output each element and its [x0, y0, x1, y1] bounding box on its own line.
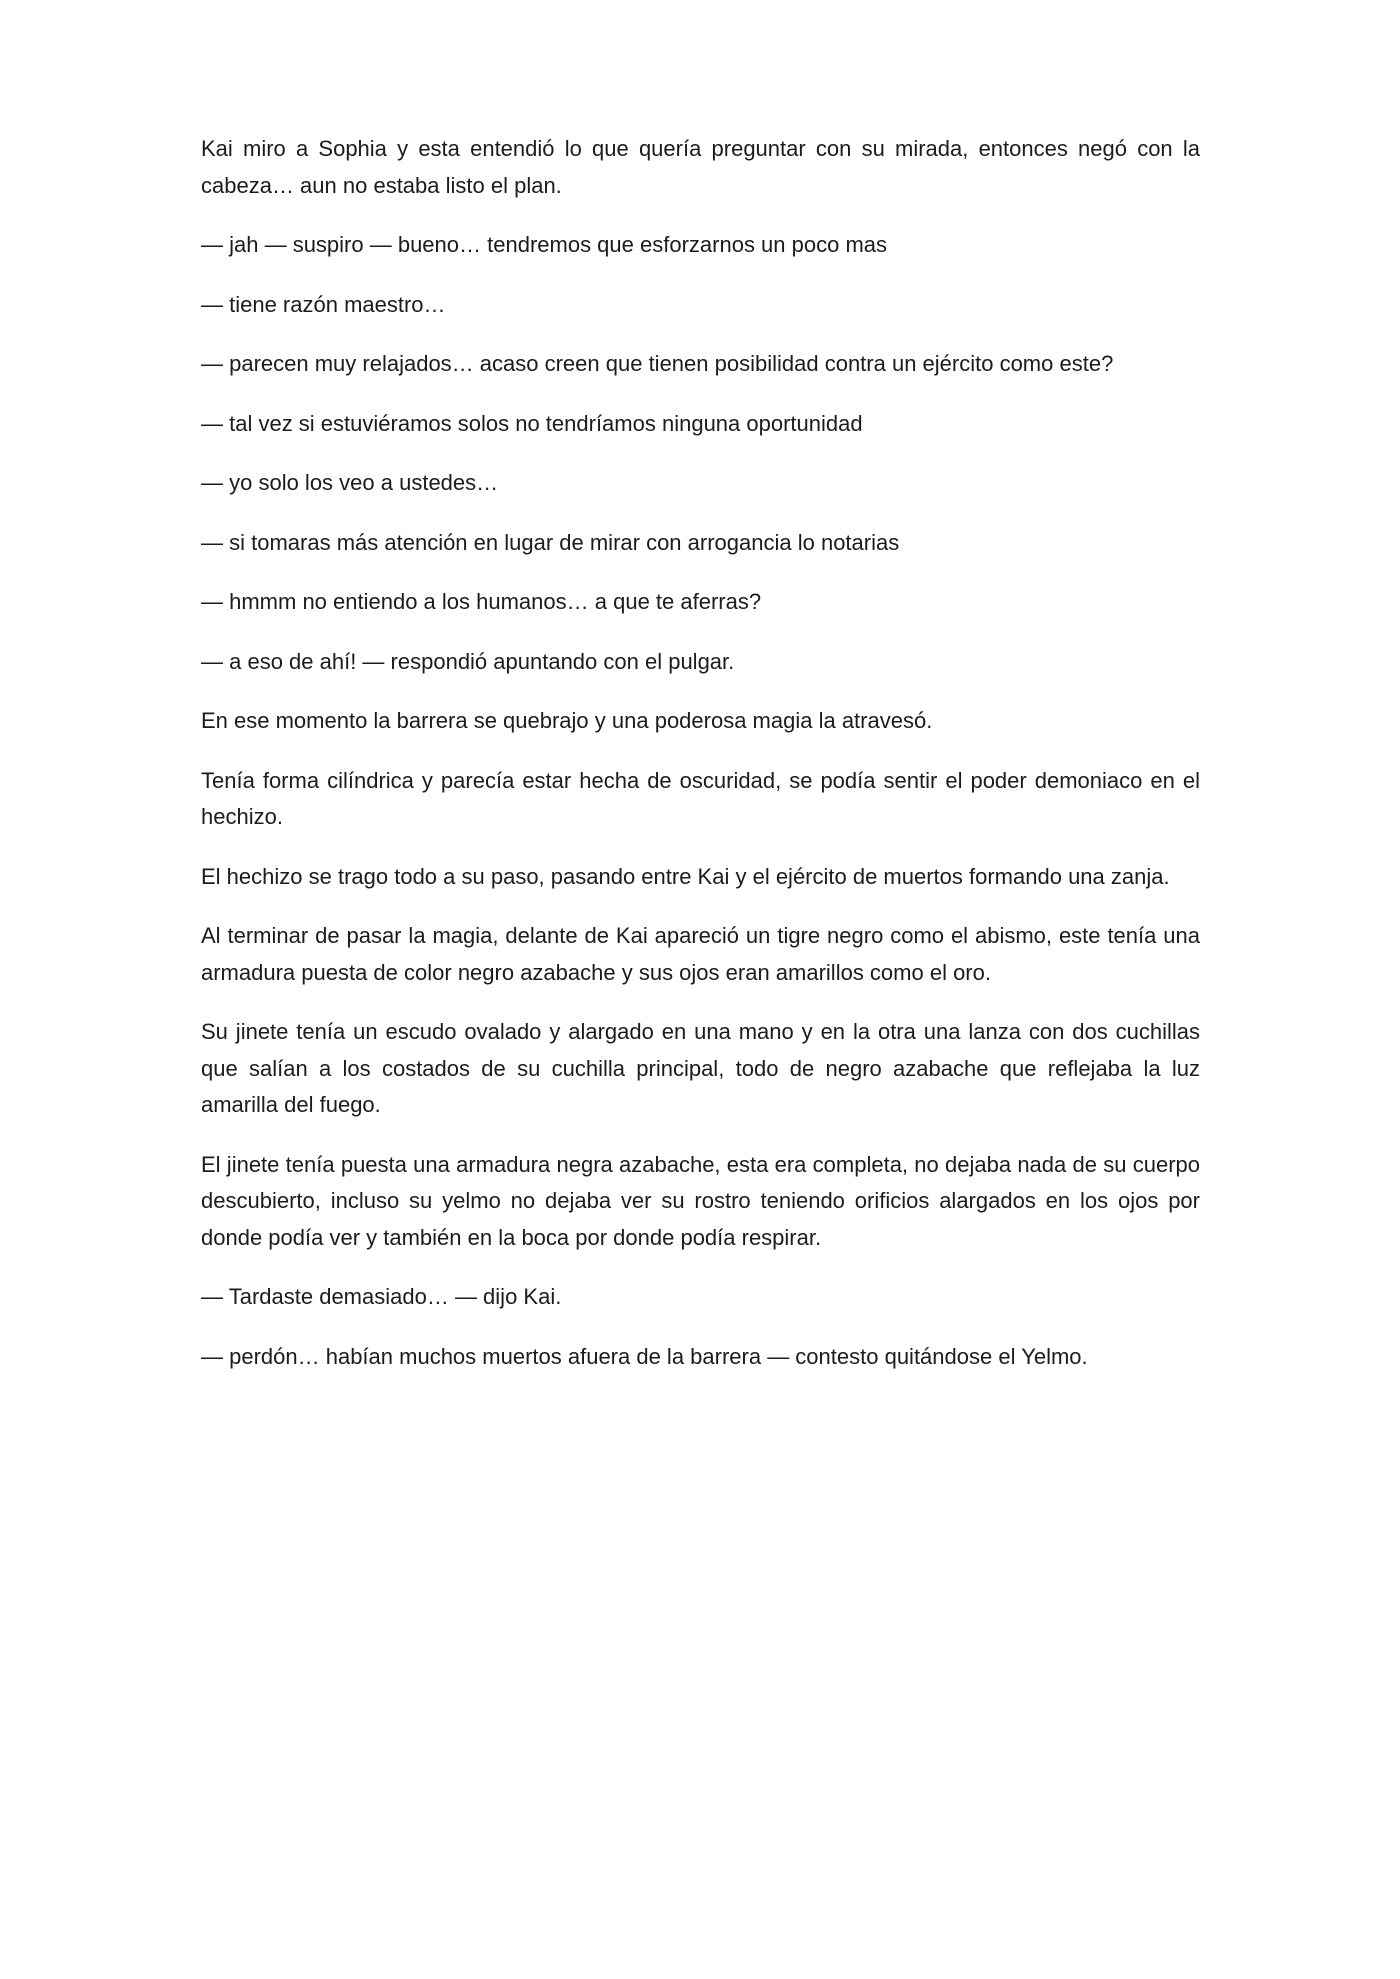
paragraph: Su jinete tenía un escudo ovalado y alargado en una mano y en la otra una lanza con dos cuchillas que salían a los costados de su cuchilla principal, todo de negro azabache que reflejaba la luz amarilla del fuego. [201, 1019, 1200, 1117]
dialogue-line: — tal vez si estuviéramos solos no tendríamos ninguna oportunidad [201, 410, 863, 436]
dialogue-line: — Tardaste demasiado… — dijo Kai. [201, 1284, 562, 1309]
dialogue-line: — parecen muy relajados… acaso creen que tienen posibilidad contra un ejército como este? [201, 351, 1114, 376]
paragraph: El jinete tenía puesta una armadura negra azabache, esta era completa, no dejaba nada de su cuerpo descubierto, incluso su yelmo no dejaba ver su rostro teniendo orificios alargados en los ojos por donde podía ver y también en la boca por donde podía respirar. [201, 1151, 1200, 1250]
paragraph: Tenía forma cilíndrica y parecía estar hecha de oscuridad, se podía sentir el poder demoniaco en el hechizo. [201, 767, 1200, 829]
dialogue-line: — tiene razón maestro… [201, 291, 446, 317]
paragraph: Kai miro a Sophia y esta entendió lo que quería preguntar con su mirada, entonces negó con la cabeza… aun no estaba listo el plan. [201, 136, 1200, 198]
dialogue-line: — a eso de ahí! — respondió apuntando con el pulgar. [201, 648, 735, 674]
body-text [201, 131, 1200, 1398]
dialogue-line: — jah — suspiro — bueno… tendremos que esforzarnos un poco mas [201, 232, 888, 257]
paragraph: En ese momento la barrera se quebrajo y una poderosa magia la atravesó. [201, 708, 933, 733]
dialogue-line: — si tomaras más atención en lugar de mirar con arrogancia lo notarias [201, 529, 900, 555]
dialogue-line: — hmmm no entiendo a los humanos… a que te aferras? [201, 589, 762, 614]
dialogue-line: — perdón… habían muchos muertos afuera de la barrera — contesto quitándose el Yelmo. [201, 1343, 1088, 1369]
paragraph: Al terminar de pasar la magia, delante de Kai apareció un tigre negro como el abismo, este tenía una armadura puesta de color negro azabache y sus ojos eran amarillos como el oro. [201, 923, 1200, 985]
dialogue-line: — yo solo los veo a ustedes… [201, 470, 499, 495]
paragraph: El hechizo se trago todo a su paso, pasando entre Kai y el ejército de muertos formando una zanja. [201, 863, 1170, 889]
